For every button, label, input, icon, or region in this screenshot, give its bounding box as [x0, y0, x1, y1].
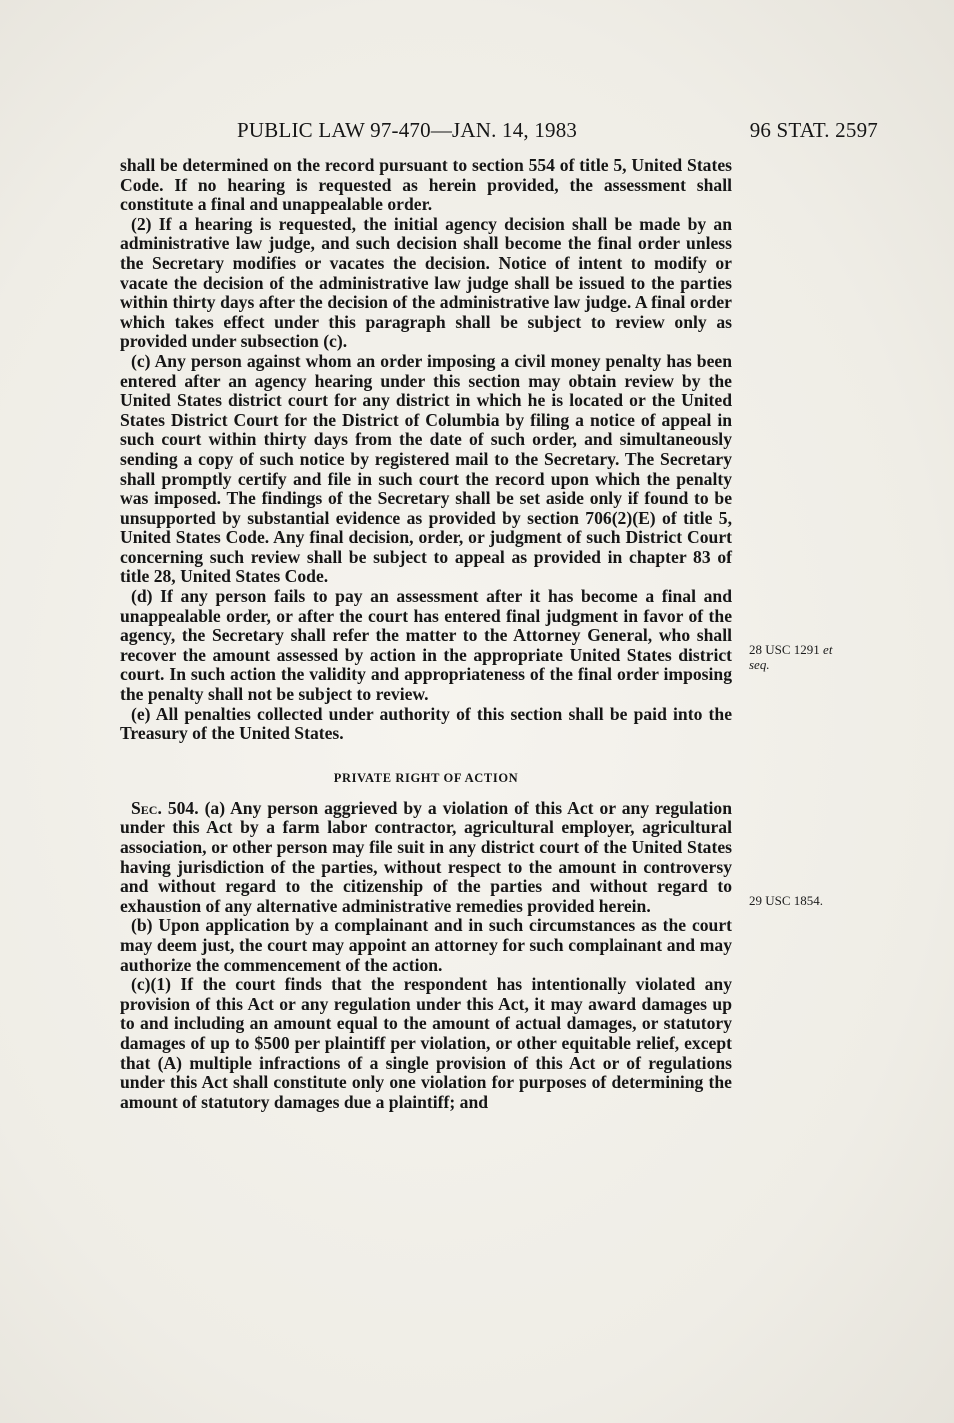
- section-504-c1: (c)(1) If the court finds that the respondent has intentionally violated any provision of this Act or any regulation under this Act, it may award damages up to and including an amount equal to the amount of actual damages, or statutory damages of up to $500 per plaintiff per violation, or other equitable relief, except that (A) multiple infractions of a single provision of this Act or of regulations under this Act shall constitute only one violation for purposes of determining the amount of statutory damages due a plaintiff; and: [120, 974, 732, 1112]
- header-title: PUBLIC LAW 97-470—JAN. 14, 1983: [237, 118, 578, 142]
- section-504-b: (b) Upon application by a complainant and in such circumstances as the court may deem just, the court may appoint an attorney for such complainant and may authorize the commencement of the action.: [120, 915, 732, 975]
- paragraph-d: (d) If any person fails to pay an assessment after it has become a final and unappealable order, or after the court has entered final judgment in favor of the agency, the Secretary shall refer the matter to the Attorney General, who shall recover the amount assessed by action in the appropriate United States district court. In such action the validity and appropriateness of the final order imposing the penalty shall not be subject to review.: [120, 586, 732, 705]
- paragraph-c: (c) Any person against whom an order imposing a civil money penalty has been entered after an agency hearing under this section may obtain review by the United States district court for any district in which he is located or the United States District Court for the District of Columbia by filing a notice of appeal in such court within thirty days from the date of such order, and simultaneously sending a copy of such notice by registered mail to the Secretary. The Secretary shall promptly certify and file in such court the record upon which the penalty was imposed. The findings of the Secretary shall be set aside only if found to be unsupported by substantial evidence as provided by section 706(2)(E) of title 5, United States Code. Any final decision, order, or judgment of such District Court concerning such review shall be subject to appeal as provided in chapter 83 of title 28, United States Code.: [120, 350, 732, 587]
- page-header: [120, 118, 880, 148]
- section-504-a-text: (a) Any person aggrieved by a violation of this Act or any regulation under this Act by a farm labor contractor, agricultural employer, agricultural association, or other person may file suit in any district court of the United States having jurisdiction of the parties, without respect to the amount in controversy and without regard to the citizenship of the parties and without regard to exhaustion of any alternative administrative remedies provided herein.: [120, 797, 732, 916]
- paragraph-e: (e) All penalties collected under authority of this section shall be paid into the Treasury of the United States.: [120, 703, 732, 744]
- section-label: Sec. 504.: [131, 797, 199, 818]
- paragraph-continuation: shall be determined on the record pursuant to section 554 of title 5, United States Code. If no hearing is requested as herein provided, the assessment shall constitute a final and unappealable order.: [120, 155, 732, 215]
- paragraph-b2: (2) If a hearing is requested, the initial agency decision shall be made by an administrative law judge, and such decision shall become the final order unless the Secretary modifies or vacates the decision. Notice of intent to modify or vacate the decision of the administrative law judge shall be issued to the parties within thirty days after the decision of the administrative law judge. A final order which takes effect under this paragraph shall be subject to review only as provided under subsection (c).: [120, 213, 732, 352]
- margin-note-28-usc-1291: 28 USC 1291 et seq.: [749, 642, 833, 672]
- section-504-a: [120, 799, 732, 917]
- header-stat-citation: 96 STAT. 2597: [749, 118, 878, 142]
- margin-note-29-usc-1854: 29 USC 1854.: [749, 893, 824, 908]
- body-text: [120, 156, 732, 1112]
- section-heading: PRIVATE RIGHT OF ACTION: [333, 770, 519, 785]
